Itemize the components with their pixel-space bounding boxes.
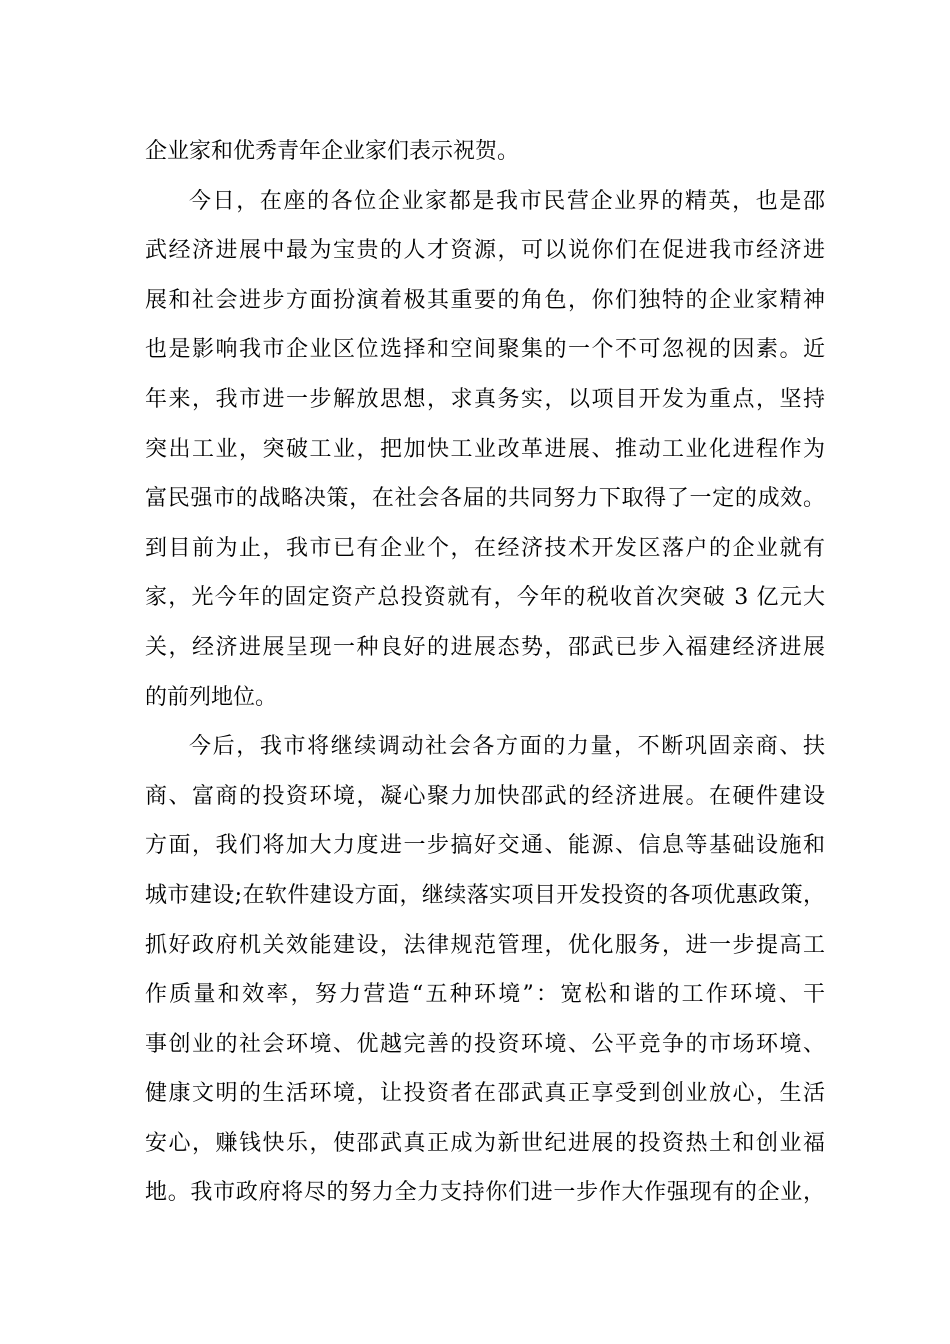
text-line: 突出工业，突破工业，把加快工业改革进展、推动工业化进程作为 bbox=[145, 436, 825, 462]
text-line: 年来，我市进一步解放思想，求真务实，以项目开发为重点，坚持 bbox=[145, 386, 825, 412]
text-line: 抓好政府机关效能建设，法律规范管理，优化服务，进一步提高工 bbox=[145, 932, 825, 958]
text-line: 也是影响我市企业区位选择和空间聚集的一个不可忽视的因素。近 bbox=[145, 337, 825, 363]
text-line: 健康文明的生活环境，让投资者在邵武真正享受到创业放心，生活 bbox=[145, 1081, 825, 1107]
text-line: 家，光今年的固定资产总投资就有，今年的税收首次突破 3 亿元大 bbox=[145, 585, 825, 611]
paragraph-first-line: 今日，在座的各位企业家都是我市民营企业界的精英，也是邵 bbox=[189, 188, 825, 214]
text-line: 关，经济进展呈现一种良好的进展态势，邵武已步入福建经济进展 bbox=[145, 634, 825, 660]
text-line: 事创业的社会环境、优越完善的投资环境、公平竞争的市场环境、 bbox=[145, 1031, 825, 1057]
text-line: 展和社会进步方面扮演着极其重要的角色，你们独特的企业家精神 bbox=[145, 287, 825, 313]
text-line: 城市建设;在软件建设方面，继续落实项目开发投资的各项优惠政策， bbox=[145, 882, 825, 908]
text-line: 富民强市的战略决策，在社会各届的共同努力下取得了一定的成效。 bbox=[145, 486, 825, 512]
text-line: 商、富商的投资环境，凝心聚力加快邵武的经济进展。在硬件建设 bbox=[145, 783, 825, 809]
paragraph-first-line: 今后，我市将继续调动社会各方面的力量，不断巩固亲商、扶 bbox=[189, 734, 825, 760]
text-line: 的前列地位。 bbox=[145, 684, 278, 710]
text-line: 安心，赚钱快乐，使邵武真正成为新世纪进展的投资热土和创业福 bbox=[145, 1130, 825, 1156]
text-line: 到目前为止，我市已有企业个，在经济技术开发区落户的企业就有 bbox=[145, 535, 825, 561]
text-line: 武经济进展中最为宝贵的人才资源，可以说你们在促进我市经济进 bbox=[145, 238, 825, 264]
text-line: 企业家和优秀青年企业家们表示祝贺。 bbox=[145, 139, 520, 164]
text-line: 地。我市政府将尽的努力全力支持你们进一步作大作强现有的企业， bbox=[145, 1180, 825, 1206]
text-line: 方面，我们将加大力度进一步搞好交通、能源、信息等基础设施和 bbox=[145, 833, 825, 859]
body-text bbox=[145, 127, 825, 1218]
text-line: 作质量和效率，努力营造“五种环境”：宽松和谐的工作环境、干 bbox=[145, 982, 825, 1008]
